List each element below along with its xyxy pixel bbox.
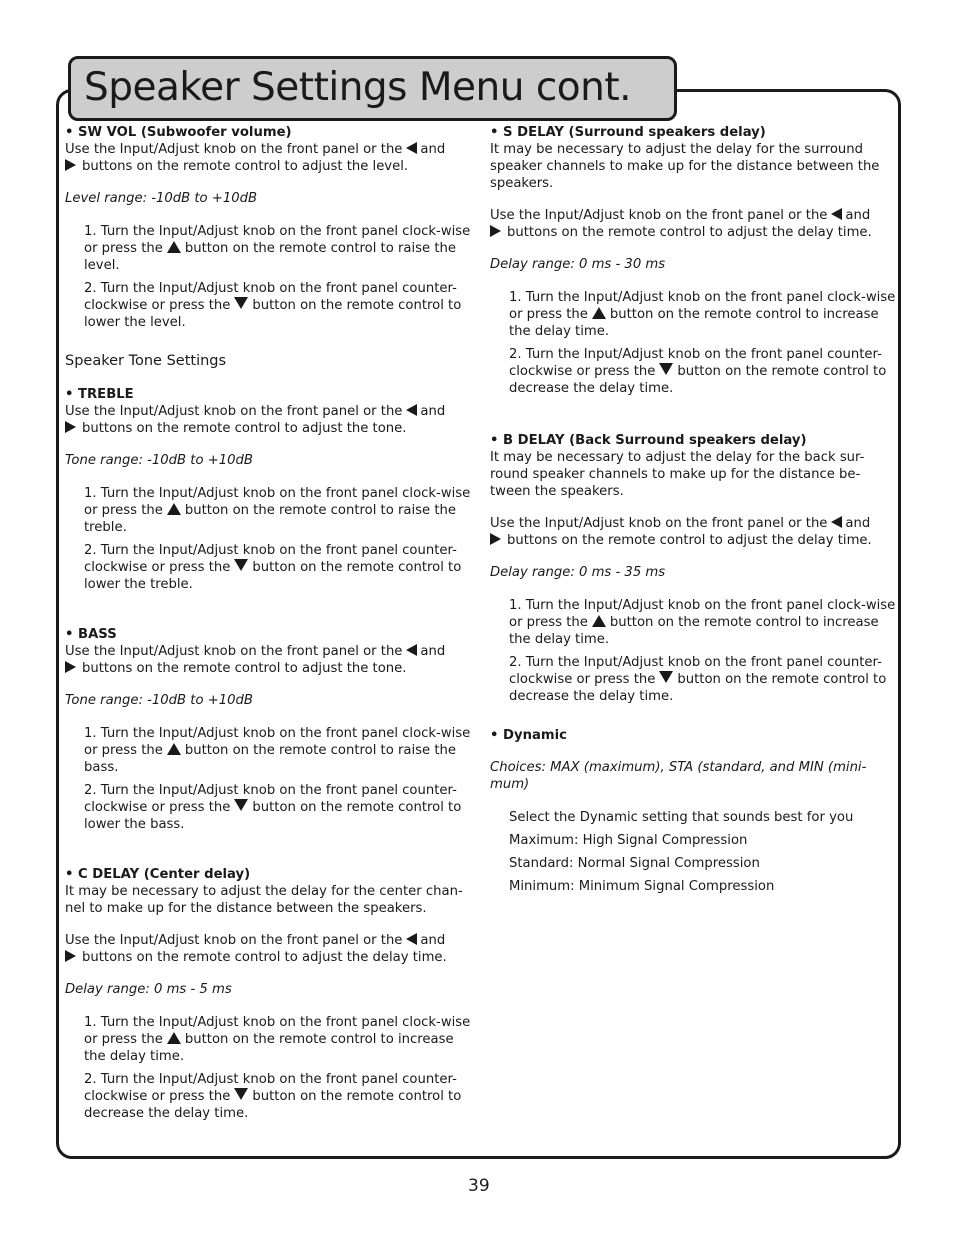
down-triangle-icon xyxy=(659,671,673,683)
down-triangle-icon xyxy=(234,559,248,571)
section-title: BASS xyxy=(78,627,117,642)
dynamic-lines xyxy=(509,809,900,895)
step-1: 1. Turn the Input/Adjust knob on the front panel clock-wise or press the button on the remote control to increase the delay time. xyxy=(509,598,896,647)
section-title: Dynamic xyxy=(503,728,567,743)
intro-text: It may be necessary to adjust the delay for the surround speaker channels to make up for the distance between the speakers. xyxy=(490,142,880,191)
nav-text: Use the Input/Adjust knob on the front panel or the xyxy=(65,142,403,157)
dynamic-line-4: Minimum: Minimum Signal Compression xyxy=(509,879,775,894)
section-b-delay: • B DELAY (Back Surround speakers delay) It may be necessary to adjust the delay for the back sur-round speaker channels to make up for the distance be-tween the speakers. Use the Input/Adjust knob on the front panel or the and buttons on the remote control to adjust the delay time. Delay range: 0 ms - 35 ms 1. Turn the Input/Adjust knob on the front panel clock-wise or press the button on the remote control to increase the delay time. 2. Turn the Input/Adjust knob on the front panel counter-clockwise or press the button on the remote control to decrease the delay time. xyxy=(490,432,900,705)
bullet: • xyxy=(490,728,504,743)
steps xyxy=(84,725,475,833)
intro-text: It may be necessary to adjust the delay for the back sur-round speaker channels to make up for the distance be-tween the speakers. xyxy=(490,450,865,499)
range-text: Delay range: 0 ms - 5 ms xyxy=(65,982,232,997)
step-2: 2. Turn the Input/Adjust knob on the front panel counter-clockwise or press the button on the remote control to decrease the delay time. xyxy=(84,1072,462,1121)
step-2: 2. Turn the Input/Adjust knob on the front panel counter-clockwise or press the button on the remote control to lower the bass. xyxy=(84,783,462,832)
bullet: • xyxy=(490,125,504,140)
down-triangle-icon xyxy=(234,799,248,811)
section-sw-vol xyxy=(65,124,475,331)
steps xyxy=(84,485,475,593)
up-triangle-icon xyxy=(167,743,181,755)
left-triangle-icon xyxy=(831,516,842,528)
down-triangle-icon xyxy=(234,297,248,309)
section-c-delay: • C DELAY (Center delay) It may be necessary to adjust the delay for the center chan-nel to make up for the distance between the speakers. Use the Input/Adjust knob on the front panel or the and buttons on the remote control to adjust the delay time. Delay range: 0 ms - 5 ms 1. Turn the Input/Adjust knob on the front panel clock-wise or press the button on the remote control to increase the delay time. 2. Turn the Input/Adjust knob on the front panel counter-clockwise or press the button on the remote control to decrease the delay time. xyxy=(65,866,475,1122)
up-triangle-icon xyxy=(167,1032,181,1044)
choices-text: Choices: MAX (maximum), STA (standard, and MIN (mini-mum) xyxy=(490,760,867,792)
step-2: 2. Turn the Input/Adjust knob on the front panel counter-clockwise or press the button on the remote control to decrease the delay time. xyxy=(509,655,887,704)
section-bass: • BASS Use the Input/Adjust knob on the front panel or the and buttons on the remote control to adjust the tone. Tone range: -10dB to +10dB 1. Turn the Input/Adjust knob on the front panel clock-wise or press the button on the remote control to raise the bass. 2. Turn the Input/Adjust knob on the front panel counter-clockwise or press the button on the remote control to lower the bass. xyxy=(65,626,475,833)
up-triangle-icon xyxy=(167,503,181,515)
steps xyxy=(509,597,900,705)
right-triangle-icon xyxy=(490,533,501,545)
bullet: • xyxy=(65,125,79,140)
step-1: 1. Turn the Input/Adjust knob on the front panel clock-wise or press the button on the remote control to raise the level. xyxy=(84,224,471,273)
right-triangle-icon xyxy=(65,950,76,962)
bullet: • xyxy=(65,627,79,642)
range-text: Level range: -10dB to +10dB xyxy=(65,191,258,206)
page-number: 39 xyxy=(468,1176,490,1196)
up-triangle-icon xyxy=(592,615,606,627)
left-triangle-icon xyxy=(831,208,842,220)
nav-text: and xyxy=(420,142,446,157)
right-triangle-icon xyxy=(65,159,76,171)
steps xyxy=(84,223,475,331)
right-column xyxy=(490,124,900,901)
range-text: Tone range: -10dB to +10dB xyxy=(65,453,253,468)
section-title: B DELAY (Back Surround speakers delay) xyxy=(503,433,807,448)
down-triangle-icon xyxy=(659,363,673,375)
nav-text: buttons on the remote control to adjust the level. xyxy=(82,159,409,174)
step-1: 1. Turn the Input/Adjust knob on the front panel clock-wise or press the button on the remote control to raise the bass. xyxy=(84,726,471,775)
steps xyxy=(509,289,900,397)
bullet: • xyxy=(490,433,504,448)
range-text: Tone range: -10dB to +10dB xyxy=(65,693,253,708)
up-triangle-icon xyxy=(592,307,606,319)
section-title: S DELAY (Surround speakers delay) xyxy=(503,125,766,140)
right-triangle-icon xyxy=(65,661,76,673)
left-triangle-icon xyxy=(406,142,417,154)
dynamic-line-1: Select the Dynamic setting that sounds best for you xyxy=(509,810,854,825)
bullet: • xyxy=(65,387,79,402)
right-triangle-icon xyxy=(490,225,501,237)
section-dynamic xyxy=(490,727,900,895)
section-s-delay: • S DELAY (Surround speakers delay) It may be necessary to adjust the delay for the surround speaker channels to make up for the distance between the speakers. Use the Input/Adjust knob on the front panel or the and buttons on the remote control to adjust the delay time. Delay range: 0 ms - 30 ms 1. Turn the Input/Adjust knob on the front panel clock-wise or press the button on the remote control to increase the delay time. 2. Turn the Input/Adjust knob on the front panel counter-clockwise or press the button on the remote control to decrease the delay time. xyxy=(490,124,900,397)
section-title: SW VOL (Subwoofer volume) xyxy=(78,125,292,140)
tone-heading: Speaker Tone Settings xyxy=(65,353,227,369)
section-title: C DELAY (Center delay) xyxy=(78,867,251,882)
down-triangle-icon xyxy=(234,1088,248,1100)
dynamic-line-3: Standard: Normal Signal Compression xyxy=(509,856,760,871)
dynamic-line-2: Maximum: High Signal Compression xyxy=(509,833,748,848)
steps xyxy=(84,1014,475,1122)
section-treble: • TREBLE Use the Input/Adjust knob on the front panel or the and buttons on the remote control to adjust the tone. Tone range: -10dB to +10dB 1. Turn the Input/Adjust knob on the front panel clock-wise or press the button on the remote control to raise the treble. 2. Turn the Input/Adjust knob on the front panel counter-clockwise or press the button on the remote control to lower the treble. xyxy=(65,386,475,593)
up-triangle-icon xyxy=(167,241,181,253)
range-text: Delay range: 0 ms - 30 ms xyxy=(490,257,666,272)
step-2: 2. Turn the Input/Adjust knob on the front panel counter-clockwise or press the button on the remote control to lower the treble. xyxy=(84,543,462,592)
intro-text: It may be necessary to adjust the delay for the center chan-nel to make up for the distance between the speakers. xyxy=(65,884,463,916)
left-triangle-icon xyxy=(406,404,417,416)
left-triangle-icon xyxy=(406,933,417,945)
step-2: 2. Turn the Input/Adjust knob on the front panel counter-clockwise or press the button on the remote control to decrease the delay time. xyxy=(509,347,887,396)
step-2: 2. Turn the Input/Adjust knob on the front panel counter-clockwise or press the button on the remote control to lower the level. xyxy=(84,281,462,330)
step-1: 1. Turn the Input/Adjust knob on the front panel clock-wise or press the button on the remote control to raise the treble. xyxy=(84,486,471,535)
bullet: • xyxy=(65,867,79,882)
step-1: 1. Turn the Input/Adjust knob on the front panel clock-wise or press the button on the remote control to increase the delay time. xyxy=(509,290,896,339)
left-column xyxy=(65,124,475,1128)
section-title: TREBLE xyxy=(78,387,134,402)
range-text: Delay range: 0 ms - 35 ms xyxy=(490,565,666,580)
step-1: 1. Turn the Input/Adjust knob on the front panel clock-wise or press the button on the remote control to increase the delay time. xyxy=(84,1015,471,1064)
right-triangle-icon xyxy=(65,421,76,433)
page-title: Speaker Settings Menu cont. xyxy=(84,65,632,110)
left-triangle-icon xyxy=(406,644,417,656)
